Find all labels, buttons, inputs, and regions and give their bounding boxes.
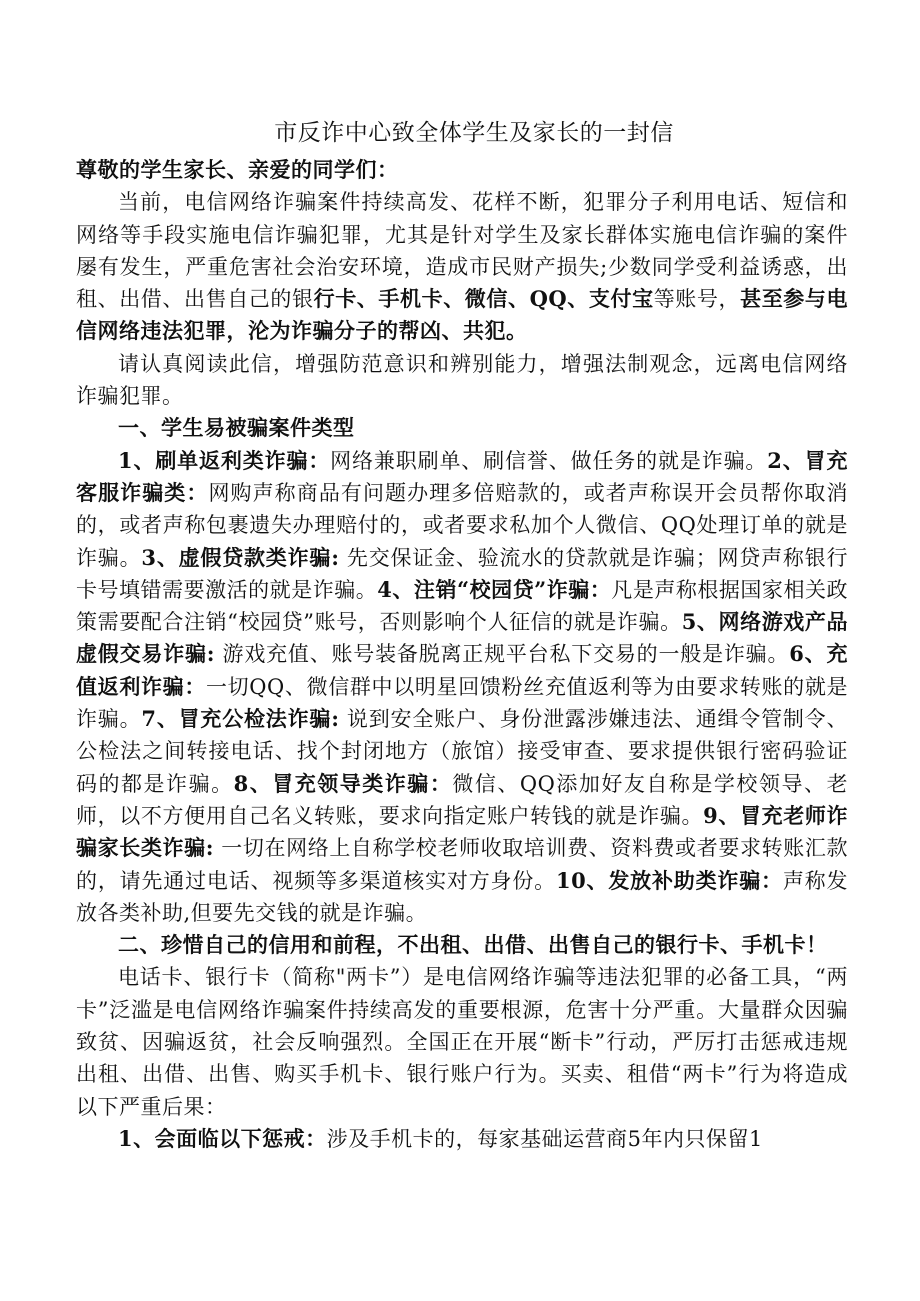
case4-label: 4、注销“校园贷”诈骗： bbox=[377, 576, 612, 602]
item1-text: 涉及手机卡的，每家基础运营商5年内只保留1 bbox=[326, 1126, 763, 1151]
case6-text: 一切QQ、微信群中以明星回馈粉丝充值返利等为由要求转账的就是诈骗。 bbox=[76, 674, 848, 732]
page-title: 市反诈中心致全体学生及家长的一封信 bbox=[274, 120, 674, 146]
section2-item-1 bbox=[76, 1123, 848, 1155]
case5-label: 5、网络游戏产品虚假交易诈骗: bbox=[76, 609, 848, 667]
case7-text: 说到安全账户、身份泄露涉嫌违法、通缉令管制令、公检法之间转接电话、找个封闭地方（旅馆）接受审查、要求提供银行密码验证码的都是诈骗。 bbox=[76, 707, 848, 796]
case10-label: 10、发放补助类诈骗： bbox=[555, 867, 783, 893]
section2-paragraph: 电话卡、银行卡（简称"两卡”）是电信网络诈骗等违法犯罪的必备工具，“两卡”泛滥是电信网络诈骗案件持续高发的重要根源，危害十分严重。大量群众因骗致贫、因骗返贫，社会反响强烈。全国正在开展“断卡”行动，严厉打击惩戒违规出租、出借、出售、购买手机卡、银行账户行为。买卖、租借“两卡”行为将造成以下严重后果： bbox=[76, 965, 848, 1119]
case10-text: 声称发放各类补助,但要先交钱的就是诈骗。 bbox=[76, 868, 848, 925]
case8-label: 8、冒充领导类诈骗： bbox=[233, 770, 453, 796]
case9-text: 一切在网络上自称学校老师收取培训费、资料费或者要求转账汇款的，请先通过电话、视频等多渠道核实对方身份。 bbox=[76, 836, 848, 893]
case4-text: 凡是声称根据国家相关政策需要配合注销“校园贷”账号，否则影响个人征信的就是诈骗。 bbox=[76, 577, 848, 635]
case7-label: 7、冒充公检法诈骗: bbox=[141, 706, 340, 732]
case1-label: 1、刷单返利类诈骗： bbox=[118, 447, 331, 473]
item1-label: 1、会面临以下惩戒： bbox=[118, 1125, 327, 1151]
salutation: 尊敬的学生家长、亲爱的同学们： bbox=[76, 157, 399, 182]
case8-text: 微信、QQ添加好友自称是学校领导、老师，以不方便用自己名义转账，要求向指定账户转钱的就是诈骗。 bbox=[76, 771, 848, 828]
case1-text: 网络兼职刷单、刷信誉、做任务的就是诈骗。 bbox=[330, 448, 768, 473]
intro-bold-end: 甚至参与电信网络违法犯罪，沦为诈骗分子的帮凶、共犯。 bbox=[76, 286, 849, 344]
case9-label: 9、冒充老师诈骗家长类诈骗: bbox=[76, 802, 848, 861]
case6-label: 6、充值返利诈骗： bbox=[76, 641, 848, 699]
section1-cases bbox=[76, 445, 848, 929]
case3-label: 3、虚假贷款类诈骗: bbox=[141, 544, 340, 570]
intro-bold-items: 行卡、手机卡、微信、QQ、支付宝 bbox=[313, 286, 654, 312]
section2-heading: 二、珍惜自己的信用和前程，不出租、出借、出售自己的银行卡、手机卡！ bbox=[118, 932, 828, 958]
intro-text: 当前，电信网络诈骗案件持续高发、花样不断，犯罪分子利用电话、短信和网络等手段实施电信诈骗犯罪，尤其是针对学生及家长群体实施电信诈骗的案件屡有发生，严重危害社会治安环境，造成市民财产损失;少数同学受利益诱惑，出租、出借、出售自己的银 bbox=[76, 190, 848, 312]
case3-text: 先交保证金、验流水的贷款就是诈骗；网贷声称银行卡号填错需要激活的就是诈骗。 bbox=[76, 545, 848, 602]
intro-paragraph-1 bbox=[76, 186, 848, 347]
case2-label: 2、冒充客服诈骗类： bbox=[76, 447, 848, 505]
case5-text: 游戏充值、账号装备脱离正规平台私下交易的一般是诈骗。 bbox=[215, 642, 790, 667]
intro-paragraph-2: 请认真阅读此信，增强防范意识和辨别能力，增强法制观念，远离电信网络诈骗犯罪。 bbox=[76, 351, 848, 409]
intro-mid: 等账号， bbox=[653, 287, 741, 312]
letter-page bbox=[76, 114, 848, 1155]
case2-text: 网购声称商品有问题办理多倍赔款的，或者声称误开会员帮你取消的，或者声称包裹遗失办理赔付的，或者要求私加个人微信、QQ处理订单的就是诈骗。 bbox=[76, 480, 849, 570]
section1-heading: 一、学生易被骗案件类型 bbox=[118, 415, 355, 441]
